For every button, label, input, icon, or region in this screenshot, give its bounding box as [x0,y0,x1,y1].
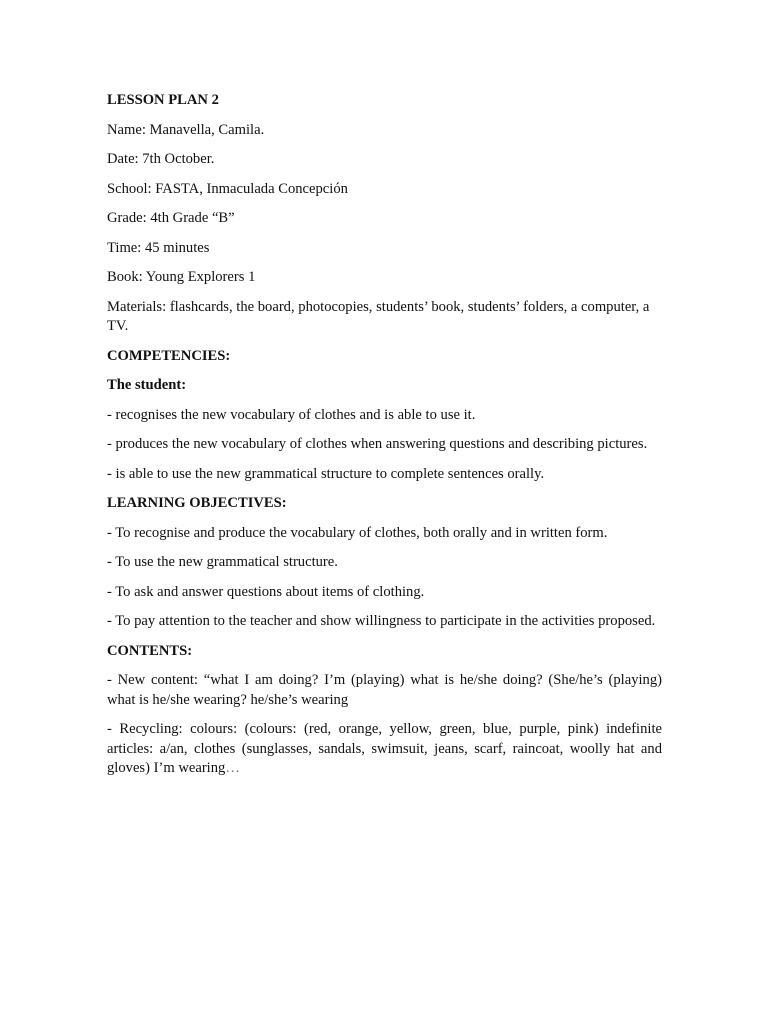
objective-item: - To recognise and produce the vocabulary of clothes, both orally and in written form. [107,524,608,541]
recycling-ellipsis: … [225,760,240,776]
objective-item: - To pay attention to the teacher and show willingness to participate in the activities proposed. [107,613,656,629]
contents-heading: CONTENTS: [107,642,193,659]
materials-line: Materials: flashcards, the board, photocopies, students’ book, students’ folders, a computer, a TV. [107,298,650,334]
competency-item: - recognises the new vocabulary of clothes and is able to use it. [107,406,476,423]
competencies-subheading: The student: [107,377,187,393]
recycling-text: - Recycling: colours: (colours: (red, orange, yellow, green, blue, purple, pink) indefinite articles: a/an, clothes (sunglasses, sandals, swimsuit, jeans, scarf, raincoat, woolly hat and gloves) I’m wearing [107,721,662,776]
time-line: Time: 45 minutes [107,239,210,256]
competency-item: - produces the new vocabulary of clothes when answering questions and describing pictures. [107,436,648,452]
objective-item: - To use the new grammatical structure. [107,554,338,570]
competencies-heading: COMPETENCIES: [107,347,231,364]
name-line: Name: Manavella, Camila. [107,121,265,138]
learning-objectives-heading: LEARNING OBJECTIVES: [107,495,287,511]
document-title: LESSON PLAN 2 [107,92,219,108]
school-line: School: FASTA, Inmaculada Concepción [107,180,348,197]
objective-item: - To ask and answer questions about items of clothing. [107,583,425,600]
recycling-item [107,720,662,779]
book-line: Book: Young Explorers 1 [107,269,256,285]
lesson-plan-document [107,91,662,789]
grade-line: Grade: 4th Grade “B” [107,210,235,226]
date-line: Date: 7th October. [107,151,215,167]
new-content-item: - New content: “what I am doing? I’m (playing) what is he/she doing? (She/he’s (playing) what is he/she wearing? he/she’s wearing [107,672,662,708]
competency-item: - is able to use the new grammatical structure to complete sentences orally. [107,465,545,482]
